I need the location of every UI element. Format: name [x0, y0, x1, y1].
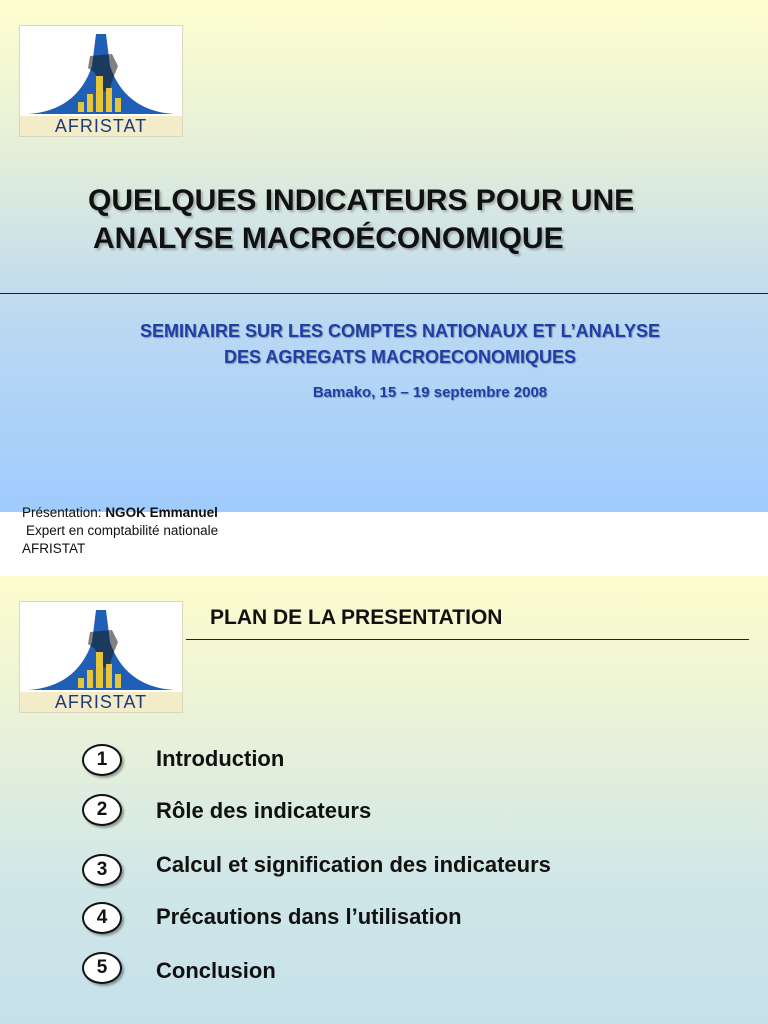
slide-title — [88, 182, 748, 258]
title-divider — [0, 293, 768, 294]
presenter-label: Présentation: — [22, 505, 106, 520]
seminar-line-1: SEMINAIRE SUR LES COMPTES NATIONAUX ET L’ANALYSE — [139, 321, 661, 341]
plan-item-label: Introduction — [156, 746, 285, 771]
presenter-info — [22, 504, 218, 558]
plan-item-label: Précautions dans l’utilisation — [156, 904, 462, 929]
afristat-logo — [19, 25, 183, 137]
afristat-logo — [19, 601, 183, 713]
number-badge: 1 — [82, 744, 122, 776]
plan-slide — [0, 576, 768, 1024]
plan-title-divider — [186, 639, 749, 640]
plan-item — [0, 852, 768, 892]
title-line-2: ANALYSE MACROÉCONOMIQUE — [93, 222, 564, 255]
seminar-line-2: DES AGREGATS MACROECONOMIQUES — [223, 347, 577, 367]
number-badge: 4 — [82, 902, 122, 934]
plan-item-label: Rôle des indicateurs — [156, 798, 372, 823]
number-badge: 2 — [82, 794, 122, 826]
plan-item — [0, 902, 768, 942]
presenter-org: AFRISTAT — [22, 541, 86, 556]
plan-item-label: Calcul et signification des indicateurs — [156, 852, 551, 877]
plan-title: PLAN DE LA PRESENTATION — [210, 606, 503, 629]
logo-wordmark: AFRISTAT — [54, 116, 148, 136]
presenter-name: NGOK Emmanuel — [105, 505, 218, 520]
place-date: Bamako, 15 – 19 septembre 2008 — [312, 384, 548, 401]
title-line-1: QUELQUES INDICATEURS POUR UNE — [88, 184, 635, 217]
number-badge: 3 — [82, 854, 122, 886]
logo-wordmark: AFRISTAT — [54, 692, 148, 712]
presenter-role: Expert en comptabilité nationale — [26, 523, 219, 538]
plan-item — [0, 794, 768, 834]
plan-item — [0, 744, 768, 784]
plan-item-label: Conclusion — [156, 958, 276, 983]
plan-item — [0, 952, 768, 992]
seminar-title — [60, 318, 740, 370]
number-badge: 5 — [82, 952, 122, 984]
